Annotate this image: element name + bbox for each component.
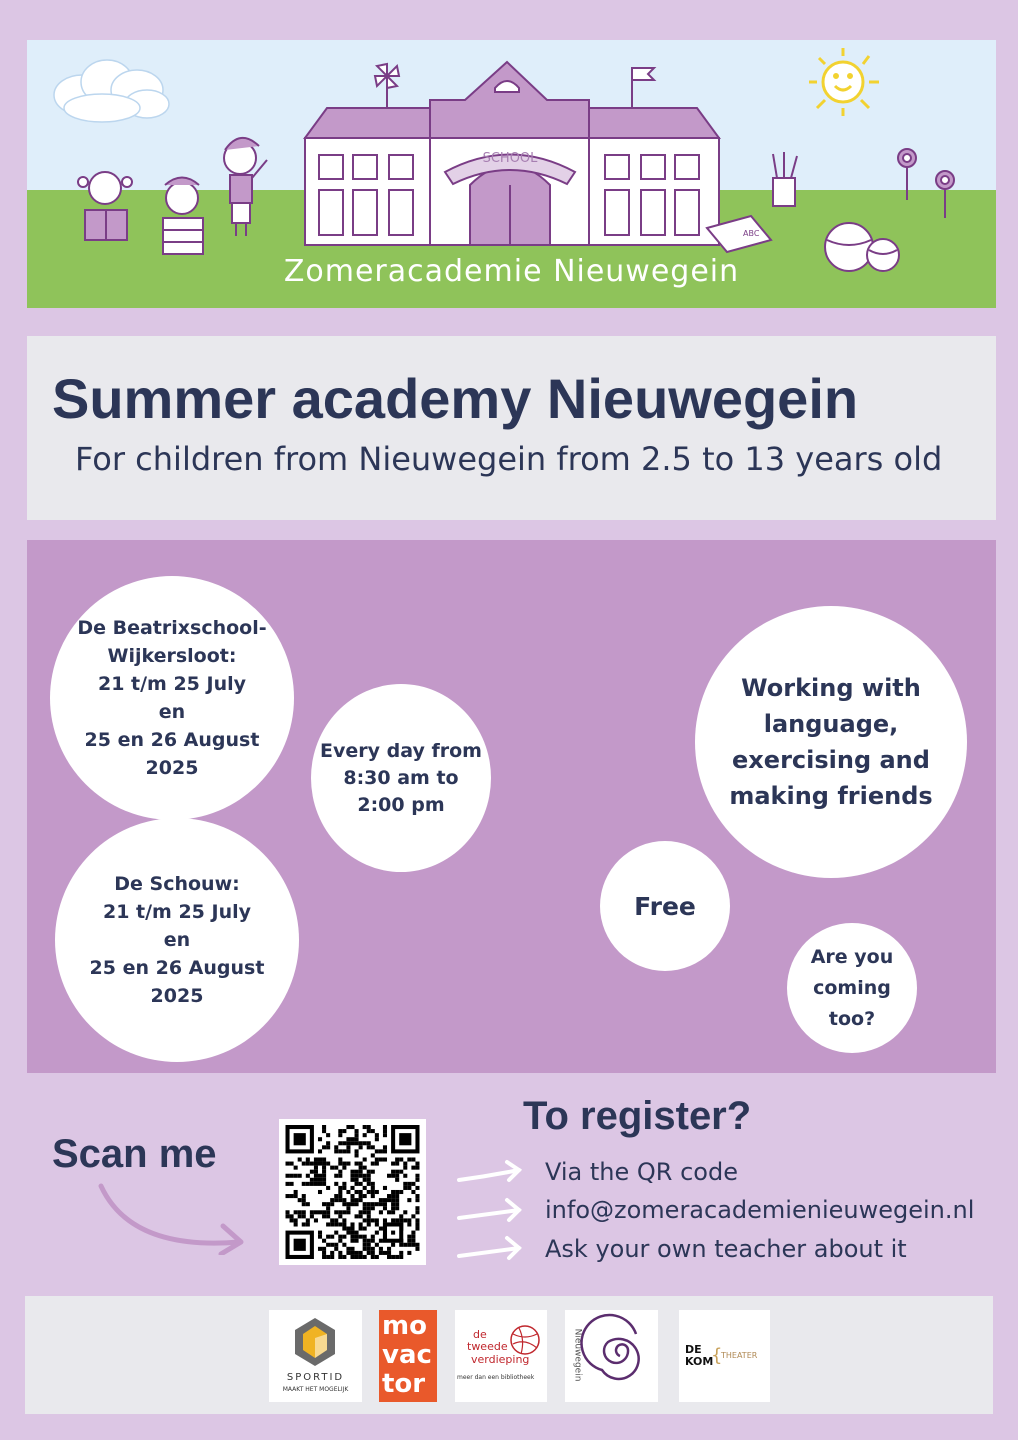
child-reading-icon bbox=[78, 172, 132, 240]
pencil-cup-icon bbox=[773, 152, 797, 206]
pinwheel-icon bbox=[375, 64, 399, 108]
nieuwegein-name: Nieuwegein bbox=[572, 1328, 583, 1382]
movactor-logo[interactable] bbox=[379, 1310, 437, 1402]
school-sign: SCHOOL bbox=[482, 151, 538, 166]
sun-icon bbox=[809, 48, 879, 116]
activities-circle bbox=[695, 606, 967, 878]
page-title: Summer academy Nieuwegein bbox=[52, 367, 859, 430]
dekom-theater-logo[interactable] bbox=[679, 1310, 770, 1402]
movactor-line3: tor bbox=[382, 1369, 426, 1399]
info-section bbox=[27, 540, 996, 1073]
dekom-brace: { bbox=[711, 1345, 723, 1366]
price-circle bbox=[600, 841, 730, 971]
dekom-line2: KOM bbox=[685, 1355, 714, 1368]
title-band bbox=[27, 336, 996, 520]
location-beatrixschool-circle bbox=[50, 576, 294, 820]
qr-code-image bbox=[285, 1125, 420, 1259]
dekom-theater: THEATER bbox=[721, 1351, 758, 1360]
arrow-right-icon bbox=[459, 1238, 519, 1258]
sportid-name: SPORTID bbox=[286, 1372, 345, 1383]
header-banner bbox=[27, 40, 996, 308]
tweede-tagline: meer dan een bibliotheek bbox=[457, 1374, 535, 1381]
banner-title: Zomeracademie Nieuwegein bbox=[283, 254, 740, 289]
qr-code[interactable] bbox=[279, 1119, 426, 1265]
flower-icon bbox=[898, 149, 954, 218]
movactor-line1: mo bbox=[382, 1311, 427, 1341]
invite-circle bbox=[787, 923, 917, 1053]
location-schouw-circle bbox=[55, 818, 299, 1062]
flag-icon bbox=[632, 68, 654, 108]
tweede-verdieping-logo[interactable] bbox=[455, 1310, 547, 1402]
tweede-line1: de bbox=[473, 1328, 487, 1341]
tweede-line2: tweede bbox=[467, 1340, 508, 1353]
register-via-qr: Via the QR code bbox=[545, 1158, 738, 1186]
movactor-line2: vac bbox=[382, 1340, 432, 1370]
sportid-tagline: MAAKT HET MOGELIJK bbox=[282, 1386, 349, 1393]
sponsor-logos bbox=[25, 1296, 993, 1414]
dekom-line1: DE bbox=[685, 1343, 702, 1356]
svg-text:ABC: ABC bbox=[743, 229, 760, 238]
arrow-icons bbox=[455, 1158, 525, 1268]
tweede-line3: verdieping bbox=[471, 1353, 530, 1366]
child-waving-icon bbox=[224, 138, 267, 236]
register-ask-teacher: Ask your own teacher about it bbox=[545, 1235, 907, 1263]
activities-text: Working with language, exercising and making friends bbox=[729, 674, 933, 810]
register-title: To register? bbox=[523, 1094, 752, 1138]
scan-me-label: Scan me bbox=[52, 1132, 217, 1176]
invite-text: Are you coming too? bbox=[810, 945, 894, 1030]
arrow-right-icon bbox=[459, 1200, 519, 1220]
cloud-icon bbox=[54, 60, 169, 122]
times-text: Every day from 8:30 am to 2:00 pm bbox=[320, 739, 482, 816]
register-email-link[interactable]: info@zomeracademienieuwegein.nl bbox=[545, 1196, 975, 1224]
nieuwegein-logo[interactable] bbox=[565, 1310, 658, 1402]
page-subtitle: For children from Nieuwegein from 2.5 to 13 years old bbox=[75, 440, 943, 478]
location-schouw-text: De Schouw: 21 t/m 25 July en 25 en 26 August 2025 bbox=[89, 873, 265, 1007]
price-text: Free bbox=[634, 891, 696, 921]
times-circle bbox=[311, 684, 491, 872]
sportid-logo[interactable] bbox=[269, 1310, 362, 1402]
arrow-right-icon bbox=[459, 1162, 519, 1180]
location-beatrixschool-text: De Beatrixschool- Wijkersloot: 21 t/m 25 July en 25 en 26 August 2025 bbox=[77, 617, 267, 779]
curved-arrow-icon bbox=[95, 1180, 255, 1255]
child-abacus-icon bbox=[163, 178, 203, 255]
